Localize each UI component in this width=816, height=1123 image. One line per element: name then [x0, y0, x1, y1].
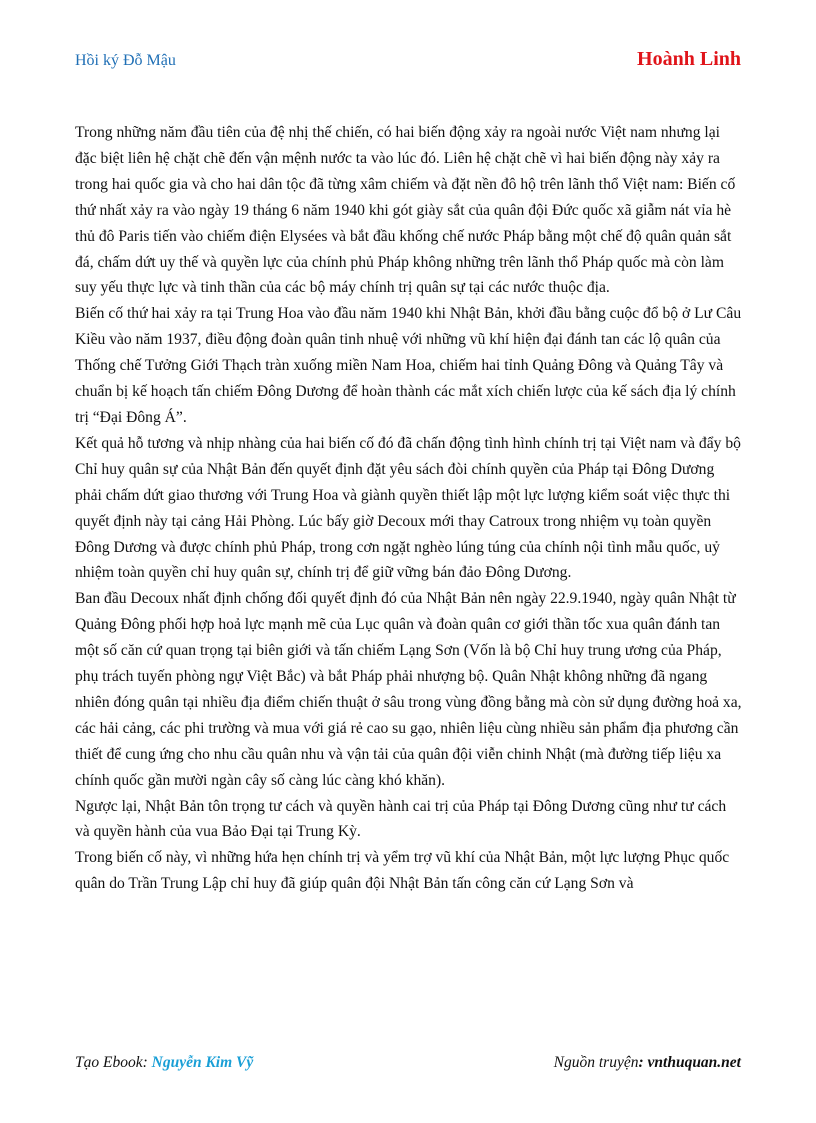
author-name: Hoành Linh — [637, 48, 741, 70]
source-label: Nguồn truyện — [553, 1054, 639, 1071]
paragraph: Ban đầu Decoux nhất định chống đối quyết định đó của Nhật Bản nên ngày 22.9.1940, ngày quân Nhật từ Quảng Đông phối hợp hoả lực mạnh mẽ của Lục quân và đoàn quân cơ giới thần tốc xua quân đánh tan một số căn cứ quan trọng tại biên giới và tấn chiếm Lạng Sơn (Vốn là bộ Chỉ huy trung ương của Pháp, phụ trách tuyến phòng ngự Việt Bắc) và bắt Pháp phải nhượng bộ. Quân Nhật không những đã ngang nhiên đóng quân tại nhiều địa điểm chiến thuật ở sâu trong vùng đồng bằng mà còn sử dụng đường hoả xa, các hải cảng, các phi trường và mua với giá rẻ cao su gạo, nhiên liệu cùng nhiều sản phẩm địa phương cần thiết để cung ứng cho nhu cầu quân nhu và vận tải của quân đội viễn chinh Nhật (mà đường tiếp liệu xa chính quốc gần mười ngàn cây số càng lúc càng khó khăn). — [75, 590, 742, 789]
book-title: Hồi ký Đỗ Mậu — [75, 52, 176, 69]
paragraph: Trong biến cố này, vì những hứa hẹn chính trị và yểm trợ vũ khí của Nhật Bản, một lực lượng Phục quốc quân do Trần Trung Lập chỉ huy đã giúp quân đội Nhật Bản tấn công căn cứ Lạng Sơn và — [75, 849, 730, 893]
paragraph: Biến cố thứ hai xảy ra tại Trung Hoa vào đầu năm 1940 khi Nhật Bản, khởi đầu bằng cuộc đổ bộ ở Lư Câu Kiều vào năm 1937, điều động đoàn quân tinh nhuệ với những vũ khí hiện đại đánh tan các lộ quân của Thống chế Tưởng Giới Thạch tràn xuống miền Nam Hoa, chiếm hai tỉnh Quảng Đông và Quảng Tây và chuẩn bị kế hoạch tấn chiếm Đông Dương để hoàn thành các mắt xích chiến lược của kế sách địa lý chính trị “Đại Đông Á”. — [75, 305, 742, 426]
paragraph: Ngược lại, Nhật Bản tôn trọng tư cách và quyền hành cai trị của Pháp tại Đông Dương cũng như tư cách và quyền hành của vua Bảo Đại tại Trung Kỳ. — [75, 797, 727, 841]
ebook-credit: Tạo Ebook: Nguyễn Kim Vỹ — [75, 1054, 254, 1071]
ebook-creator: Nguyễn Kim Vỹ — [151, 1054, 254, 1071]
document-body — [75, 120, 743, 897]
source-credit: Nguồn truyện: vnthuquan.net — [553, 1054, 741, 1071]
paragraph: Trong những năm đầu tiên của đệ nhị thế chiến, có hai biến động xảy ra ngoài nước Việt nam nhưng lại đặc biệt liên hệ chặt chẽ đến vận mệnh nước ta vào lúc đó. Liên hệ chặt chẽ vì hai biến động này xảy ra trong hai quốc gia và cho hai dân tộc đã từng xâm chiếm và đặt nền đô hộ trên lãnh thổ Việt nam: Biến cố thứ nhất xảy ra vào ngày 19 tháng 6 năm 1940 khi gót giày sắt của quân đội Đức quốc xã giẫm nát vỉa hè thủ đô Paris tiến vào chiếm điện Elysées và bắt đầu khống chế nước Pháp bằng một chế độ quân quản sắt đá, chấm dứt uy thế và quyền lực của chính phủ Pháp không những trên lãnh thổ Pháp quốc mà còn làm suy yếu thực lực và tinh thần của các bộ máy chính trị quân sự tại các nước thuộc địa. — [75, 124, 736, 297]
page-header — [75, 48, 741, 76]
page-footer — [75, 1054, 741, 1078]
ebook-label: Tạo Ebook — [75, 1054, 143, 1071]
source-site: vnthuquan.net — [647, 1054, 741, 1071]
paragraph: Kết quả hỗ tương và nhịp nhàng của hai biến cố đó đã chấn động tình hình chính trị tại Việt nam và đẩy bộ Chỉ huy quân sự của Nhật Bản đến quyết định đặt yêu sách đòi chính quyền của Pháp tại Đông Dương phải chấm dứt giao thương với Trung Hoa và giành quyền thiết lập một lực lượng kiểm soát việc thực thi quyết định này tại cảng Hải Phòng. Lúc bấy giờ Decoux mới thay Catroux trong nhiệm vụ toàn quyền Đông Dương và được chính phủ Pháp, trong cơn ngặt nghèo lúng túng của chính nội tình mẫu quốc, uỷ nhiệm toàn quyền chỉ huy quân sự, chính trị để giữ vững bán đảo Đông Dương. — [75, 434, 741, 582]
